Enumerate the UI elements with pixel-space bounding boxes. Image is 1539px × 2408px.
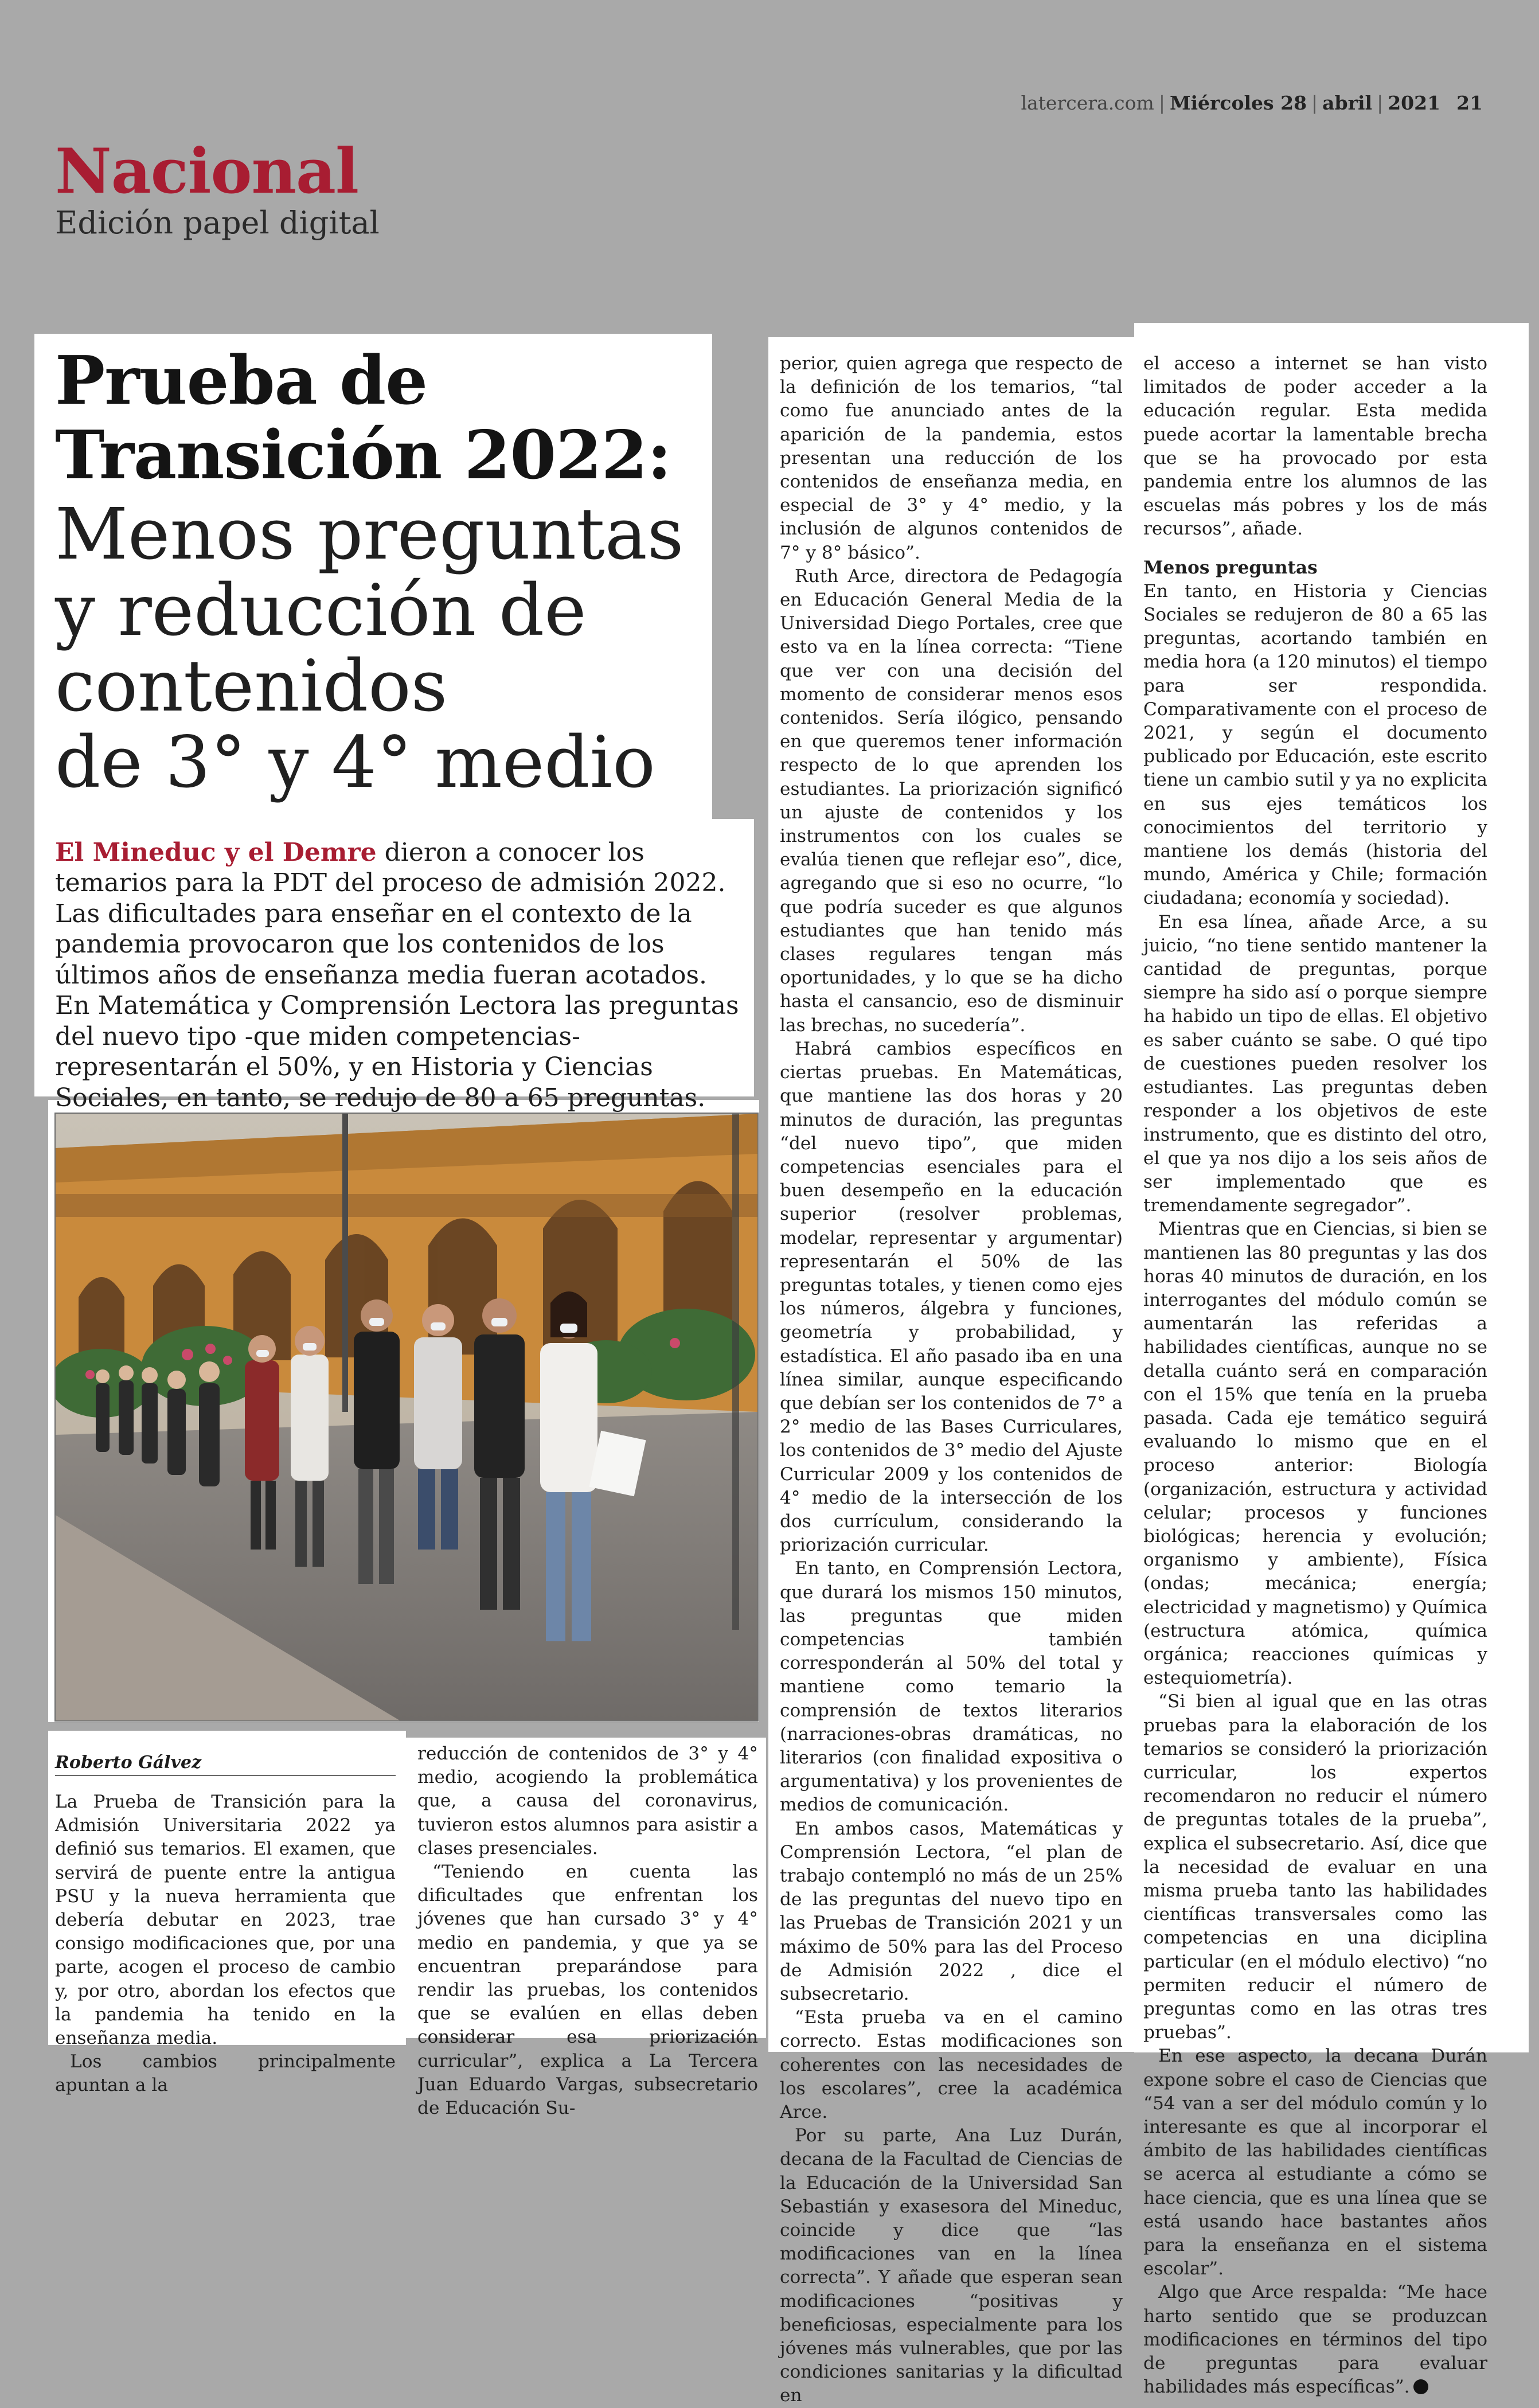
paragraph: perior, quien agrega que respecto de la definición de los temarios, “tal como fue anunciado antes de la aparición de la pandemia, estos presentan una reducción de los contenidos de enseñanza media, en especial de 3° y 4° medio, y la inclusión de algunos contenidos de 7° y 8° básico”. xyxy=(780,353,1123,563)
paragraph: Los cambios principalmente apuntan a la xyxy=(55,2051,396,2096)
article-lead xyxy=(55,837,743,1113)
byline: Roberto Gálvez xyxy=(55,1753,396,1776)
last-paragraph xyxy=(1143,2281,1487,2399)
edition-label: Edición papel digital xyxy=(55,205,380,241)
headline-subtitle xyxy=(55,493,697,805)
divider: | xyxy=(1158,92,1165,114)
article-column-3 xyxy=(780,352,1123,2408)
paragraph: el acceso a internet se han visto limitados de poder acceder a la educación regular. Esta medida puede acortar la lamentable brecha que se ha provocado por esta pandemia entre los alumnos de las escuelas más pobres y los de más recursos”, añade. xyxy=(1143,353,1487,540)
lead-text: dieron a conocer los temarios para la PDT del proceso de admisión 2022. Las dificultades para enseñar en el contexto de la pandemia provocaron que los contenidos de los últimos años de enseñanza media fueran acotados. En Matemática y Comprensión Lectora las preguntas del nuevo tipo -que miden competencias- representarán el 50%, y en Historia y Ciencias Sociales, en tanto, se redujo de 80 a 65 preguntas. xyxy=(55,838,739,1113)
paragraph: En ese aspecto, la decana Durán expone sobre el caso de Ciencias que “54 van a ser del módulo común y lo interesante es que al incorporar el ámbito de las habilidades científicas se acerca al estudiante a cómo se hace ciencia, que es una línea que se está usando hace bastantes años para la enseñanza en el sistema escolar”. xyxy=(1143,2046,1487,2280)
headline-line: de 3° y 4° medio xyxy=(55,721,655,805)
paragraph: “Teniendo en cuenta las dificultades que enfrentan los jóvenes que han cursado 3° y 4° medio en pandemia, y que ya se encuentran preparándose para rendir las pruebas, los contenidos que se evalúen en ellas deben considerar esa priorización curricular”, explica a La Tercera Juan Eduardo Vargas, subsecretario de Educación Su- xyxy=(417,1861,758,2119)
article-column-4 xyxy=(1143,352,1487,2399)
headline-line: Menos preguntas xyxy=(55,493,684,576)
end-mark-icon xyxy=(1413,2379,1428,2394)
paragraph-text: Algo que Arce respalda: “Me hace harto sentido que se produzcan modificaciones en términos del tipo de preguntas para evaluar habilidades más específicas”. xyxy=(1143,2282,1487,2398)
article-column-2 xyxy=(417,1742,758,2120)
headline-bold xyxy=(55,344,697,493)
headline-line: y reducción de xyxy=(55,569,587,652)
article-photo xyxy=(54,1113,759,1722)
paragraph: La Prueba de Transición para la Admisión Universitaria 2022 ya definió sus temarios. El examen, que servirá de puente entre la antigua PSU y la nueva herramienta que debería debutar en 2023, trae consigo modificaciones que, por una parte, acogen el proceso de cambio y, por otro, abordan los efectos que la pandemia ha tenido en la enseñanza media. xyxy=(55,1792,396,2049)
paragraph: En esa línea, añade Arce, a su juicio, “no tiene sentido mantener la cantidad de preguntas, porque siempre ha sido así o porque siempre ha habido un tipo de ellas. El objetivo es saber cuánto se sabe. O qué tipo de cuestiones pueden resolver los estudiantes. Las preguntas deben responder a los objetivos de este instrumento, que es distinto del otro, el que ya nos dijo a los seis años de ser implementado que es tremendamente segregador”. xyxy=(1143,911,1487,1216)
students-queue-photo xyxy=(56,1114,757,1720)
paragraph: “Si bien al igual que en las otras pruebas para la elaboración de los temarios se consideró la priorización curricular, los expertos recomendaron no reducir el número de preguntas totales de la prueba”, explica el subsecretario. Así, dice que la necesidad de evaluar en una misma prueba tanto las habilidades científicas transversales como las competencias en una diciplina particular (en el módulo electivo) “no permiten reducir el número de preguntas como en las otras tres pruebas”. xyxy=(1143,1691,1487,2043)
divider: | xyxy=(1377,92,1384,114)
divider: | xyxy=(1311,92,1318,114)
subheading: Menos preguntas xyxy=(1143,557,1318,578)
paragraph: En tanto, en Historia y Ciencias Sociales se redujeron de 80 a 65 las preguntas, acortando también en media hora (a 120 minutos) el tiempo para ser respondida. Comparativamente con el proceso de 2021, y según el documento publicado por Educación, este escrito tiene un cambio sutil y ya no explicita en sus ejes temáticos los conocimientos del territorio y mantiene los demás (historia del mundo, América y Chile; formación ciudadana; economía y sociedad). xyxy=(1143,580,1487,909)
section-title: Nacional xyxy=(55,135,359,208)
paragraph: Ruth Arce, directora de Pedagogía en Educación General Media de la Universidad Diego Portales, cree que esto va en la línea correcta: “Tiene que ver con una decisión del momento de considerar menos esos contenidos. Sería ilógico, pensando en que queremos tener información respecto de lo que aprenden los estudiantes. La priorización significó un ajuste de contenidos y los instrumentos con los cuales se evalúa tienen que reflejar eso”, dice, agregando que si eso no ocurre, “lo que podría suceder es que algunos estudiantes que han tenido más clases regulares tengan más oportunidades, y lo que se ha dicho hasta el cansancio, eso de disminuir las brechas, no sucedería”. xyxy=(780,565,1123,1036)
paragraph: En tanto, en Comprensión Lectora, que durará los mismos 150 minutos, las preguntas que miden competencias también corresponderán al 50% del total y mantiene como temario la comprensión de textos literarios (narraciones-obras dramáticas, no literarios (con finalidad expositiva o argumentativa) y los provenientes de medios de comunicación. xyxy=(780,1558,1123,1816)
headline-line: contenidos xyxy=(55,645,448,728)
lead-highlight: El Mineduc y el Demre xyxy=(55,838,377,867)
date-year: 2021 xyxy=(1388,92,1441,114)
headline-line: Prueba de xyxy=(55,342,428,420)
paragraph: “Esta prueba va en el camino correcto. Estas modificaciones son coherentes con las necesidades de los escolares”, cree la académica Arce. xyxy=(780,2007,1123,2123)
paragraph: reducción de contenidos de 3° y 4° medio, acogiendo la problemática que, a causa del coronavirus, tuvieron estos alumnos para asistir a clases presenciales. xyxy=(417,1743,758,1859)
date-weekday: Miércoles 28 xyxy=(1169,92,1307,114)
article-column-1 xyxy=(55,1790,396,2098)
headline-line: Transición 2022: xyxy=(55,416,671,494)
page-header-line xyxy=(1021,92,1483,114)
site-url: latercera.com xyxy=(1021,92,1154,114)
date-month: abril xyxy=(1322,92,1373,114)
paragraph: En ambos casos, Matemáticas y Comprensión Lectora, “el plan de trabajo contempló no más de un 25% de las preguntas del nuevo tipo en las Pruebas de Transición 2021 y un máximo de 50% para las del Proceso de Admisión 2022 , dice el subsecretario. xyxy=(780,1818,1123,2005)
paragraph: Por su parte, Ana Luz Durán, decana de la Facultad de Ciencias de la Educación de la Universidad San Sebastián y exasesora del Mineduc, coincide y dice que “las modificaciones van en la línea correcta”. Y añade que esperan sean modificaciones “positivas y beneficiosas, especialmente para los jóvenes más vulnerables, que por las condiciones sanitarias y la dificultad en xyxy=(780,2125,1123,2406)
paragraph: Habrá cambios específicos en ciertas pruebas. En Matemáticas, que mantiene las dos horas y 20 minutos de duración, las preguntas “del nuevo tipo”, que miden competencias esenciales para el buen desempeño en la educación superior (resolver problemas, modelar, representar y argumentar) representarán el 50% de las preguntas totales, y tienen como ejes los números, álgebra y funciones, geometría y probabilidad, y estadística. El año pasado iba en una línea similar, aunque especificando que debían ser los contenidos de 7° a 2° medio de las Bases Curriculares, los contenidos de 3° medio del Ajuste Curricular 2009 y los contenidos de 4° medio de la intersección de los dos currículum, considerando la priorización curricular. xyxy=(780,1038,1123,1556)
paragraph: Mientras que en Ciencias, si bien se mantienen las 80 preguntas y las dos horas 40 minutos de duración, en los interrogantes del módulo común se aumentarán las referidas a habilidades científicas, aunque no se detalla cuánto será en comparación con el 15% que tenía en la prueba pasada. Cada eje temático seguirá evaluando lo mismo que en el proceso anterior: Biología (organización, estructura y actividad celular; procesos y funciones biológicas; herencia y evolución; organismo y ambiente), Física (ondas; mecánica; energía; electricidad y magnetismo) y Química (estructura atómica, química orgánica; reacciones químicas y estequiometría). xyxy=(1143,1219,1487,1689)
page-number: 21 xyxy=(1456,92,1483,114)
